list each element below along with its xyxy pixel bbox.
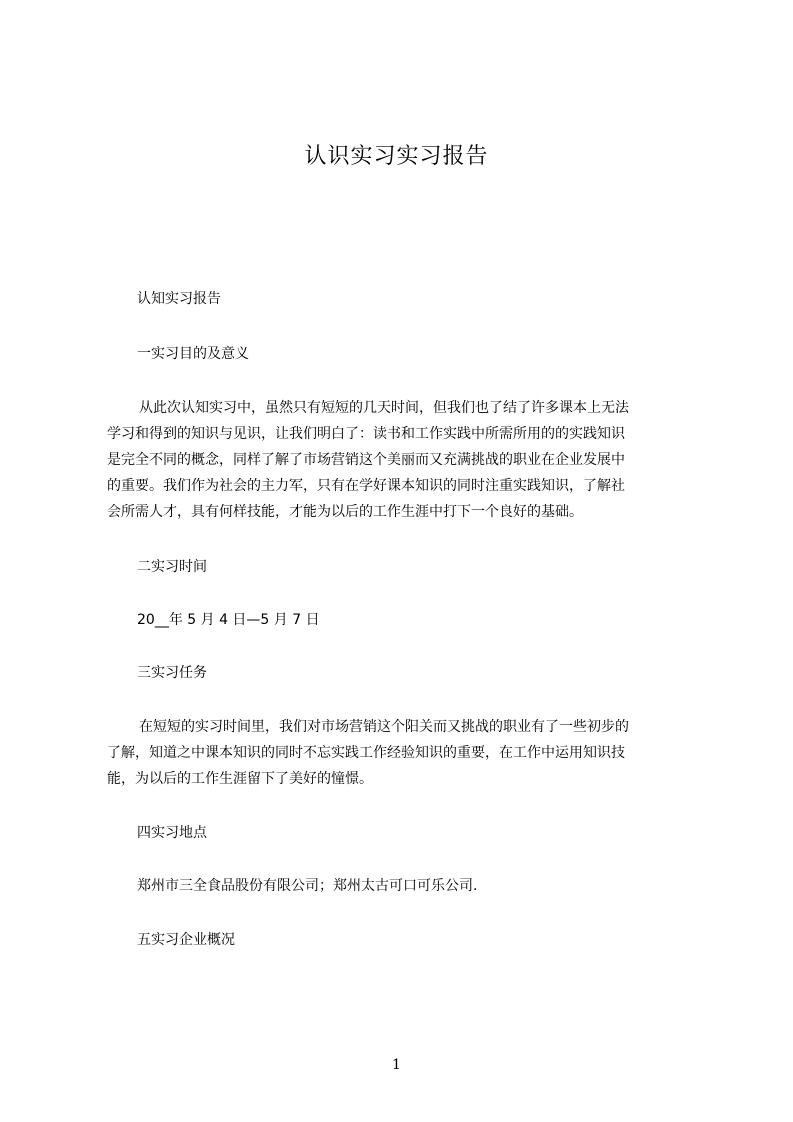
report-subtitle: 认知实习报告 xyxy=(137,291,221,307)
paragraph-line: 从此次认知实习中，虽然只有短短的几天时间，但我们也了结了许多课本上无法 xyxy=(139,400,629,416)
internship-dates: 20__年 5 月 4 日—5 月 7 日 xyxy=(137,612,320,628)
section-heading-overview: 五实习企业概况 xyxy=(137,932,235,948)
section-heading-location: 四实习地点 xyxy=(137,825,207,841)
section-heading-time: 二实习时间 xyxy=(137,559,207,575)
paragraph-line: 了解，知道之中课本知识的同时不忘实践工作经验知识的重要，在工作中运用知识技 xyxy=(107,745,625,761)
paragraph-line: 在短短的实习时间里，我们对市场营销这个阳关而又挑战的职业有了一些初步的 xyxy=(139,719,629,735)
internship-location: 郑州市三全食品股份有限公司；郑州太古可口可乐公司. xyxy=(137,878,478,894)
section-heading-task: 三实习任务 xyxy=(137,665,207,681)
paragraph-line: 学习和得到的知识与见识，让我们明白了：读书和工作实践中所需所用的的实践知识 xyxy=(107,426,625,442)
document-title: 认识实习实习报告 xyxy=(304,144,489,169)
paragraph-line: 是完全不同的概念，同样了解了市场营销这个美丽而又充满挑战的职业在企业发展中 xyxy=(107,452,625,468)
paragraph-task xyxy=(107,714,699,792)
section-heading-purpose: 一实习目的及意义 xyxy=(137,346,249,362)
paragraph-line: 能，为以后的工作生涯留下了美好的憧憬。 xyxy=(107,771,373,787)
paragraph-purpose xyxy=(107,395,699,525)
page-number: 1 xyxy=(392,1057,401,1073)
paragraph-line: 会所需人才，具有何样技能，才能为以后的工作生涯中打下一个良好的基础。 xyxy=(107,504,583,520)
paragraph-line: 的重要。我们作为社会的主力军，只有在学好课本知识的同时注重实践知识，了解社 xyxy=(107,478,625,494)
